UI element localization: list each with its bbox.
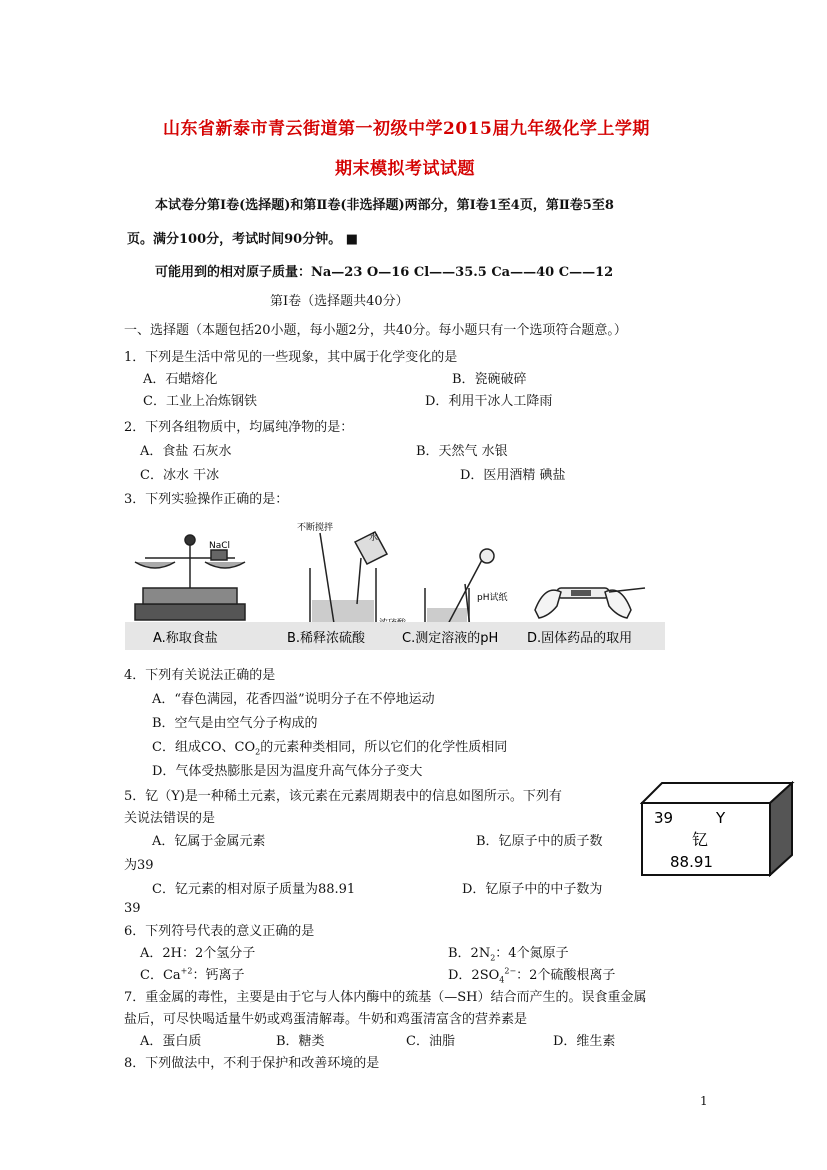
q6-stem: 6．下列符号代表的意义正确的是 bbox=[124, 924, 315, 939]
beaker-dilution-icon bbox=[310, 532, 387, 634]
fig-caption-c: C.测定溶液的pH bbox=[402, 631, 499, 646]
q5-option-d: D．钇原子中的中子数为 bbox=[462, 882, 603, 897]
q5-option-b-continued: 为39 bbox=[124, 858, 154, 873]
q1-stem: 1．下列是生活中常见的一些现象，其中属于化学变化的是 bbox=[124, 350, 458, 365]
atomic-masses: 可能用到的相对原子质量：Na—23 O—16 Cl——35.5 Ca——40 C——12 bbox=[155, 265, 614, 280]
card-name: 钇 bbox=[692, 830, 709, 849]
fig-c-ph-label: pH试纸 bbox=[477, 593, 508, 603]
q1-option-a: A．石蜡熔化 bbox=[143, 372, 218, 387]
q7-option-d: D．维生素 bbox=[553, 1034, 616, 1049]
ph-test-icon bbox=[425, 549, 494, 634]
q2-option-d: D．医用酒精 碘盐 bbox=[460, 468, 566, 483]
q4-option-d: D．气体受热膨胀是因为温度升高气体分子变大 bbox=[152, 764, 423, 779]
q2-stem: 2．下列各组物质中，均属纯净物的是： bbox=[124, 420, 354, 435]
card-mass: 88.91 bbox=[670, 853, 713, 871]
q2-option-c: C．冰水 干冰 bbox=[140, 468, 220, 483]
fig-a-nacl-label: NaCl bbox=[209, 541, 231, 551]
page-number: 1 bbox=[700, 1094, 708, 1108]
q6-option-b: B．$2N_2$：4个氮原子 bbox=[448, 946, 569, 963]
q5-option-b: B．钇原子中的质子数 bbox=[476, 834, 603, 849]
card-atomic-number: 39 bbox=[654, 809, 674, 827]
section-1-heading: 一、选择题（本题包括20小题，每小题2分，共40分。每小题只有一个选项符合题意。） bbox=[124, 323, 627, 338]
q6-option-d: D．$2SO_4^{2-}$：2个硫酸根离子 bbox=[448, 966, 616, 985]
q7-option-b: B．糖类 bbox=[276, 1034, 325, 1049]
q7-stem-line-2: 盐后，可尽快喝适量牛奶或鸡蛋清解毒。牛奶和鸡蛋清富含的营养素是 bbox=[124, 1012, 528, 1027]
q8-stem: 8．下列做法中，不利于保护和改善环境的是 bbox=[124, 1056, 380, 1071]
q6-option-c: C．$Ca^{+2}$：钙离子 bbox=[140, 966, 245, 983]
q1-option-b: B．瓷碗破碎 bbox=[452, 372, 527, 387]
fig-caption-d: D.固体药品的取用 bbox=[527, 631, 633, 646]
fig-caption-a: A.称取食盐 bbox=[153, 631, 218, 646]
q4-stem: 4．下列有关说法正确的是 bbox=[124, 668, 276, 683]
q7-stem-line-1: 7．重金属的毒性，主要是由于它与人体内酶中的巯基（—SH）结合而产生的。误食重金属 bbox=[124, 990, 647, 1005]
fig-b-stir-label: 不断搅拌 bbox=[297, 523, 334, 533]
fig-b-water-label: 水 bbox=[369, 533, 379, 543]
q4-option-b: B．空气是由空气分子构成的 bbox=[152, 716, 318, 731]
q7-option-a: A．蛋白质 bbox=[140, 1034, 202, 1049]
q3-experiment-figure bbox=[125, 518, 665, 650]
fig-caption-b: B.稀释浓硫酸 bbox=[287, 631, 366, 646]
yttrium-element-card bbox=[640, 781, 802, 877]
q5-stem-line-1: 5．钇（Y)是一种稀土元素，该元素在元素周期表中的信息如图所示。下列有 bbox=[124, 789, 562, 804]
q5-option-c: C．钇元素的相对原子质量为88.91 bbox=[152, 882, 356, 897]
q1-option-d: D．利用干冰人工降雨 bbox=[425, 394, 553, 409]
q3-stem: 3．下列实验操作正确的是： bbox=[124, 492, 289, 507]
part1-header: 第Ⅰ卷（选择题共40分） bbox=[270, 294, 409, 309]
q4-option-c: C．组成CO、$CO_2$的元素种类相同，所以它们的化学性质相同 bbox=[152, 740, 508, 757]
q5-stem-line-2: 关说法错误的是 bbox=[124, 811, 216, 826]
card-symbol: Y bbox=[716, 809, 726, 827]
q5-option-d-continued: 39 bbox=[124, 901, 141, 916]
q5-option-a: A．钇属于金属元素 bbox=[152, 834, 266, 849]
intro-line-1: 本试卷分第Ⅰ卷(选择题)和第Ⅱ卷(非选择题)两部分，第Ⅰ卷1至4页，第Ⅱ卷5至8 bbox=[155, 198, 614, 213]
q1-option-c: C．工业上冶炼钢铁 bbox=[143, 394, 257, 409]
title-line-2: 期末模拟考试试题 bbox=[335, 159, 475, 179]
test-tube-hands-icon bbox=[535, 588, 645, 618]
q2-option-b: B．天然气 水银 bbox=[416, 444, 508, 459]
q2-option-a: A．食盐 石灰水 bbox=[140, 444, 232, 459]
q4-option-a: A．“春色满园，花香四溢”说明分子在不停地运动 bbox=[152, 692, 435, 707]
title-line-1: 山东省新泰市青云街道第一初级中学2015届九年级化学上学期 bbox=[163, 119, 650, 139]
q6-option-a: A．2H：2个氢分子 bbox=[140, 946, 256, 961]
intro-line-2: 页。满分100分，考试时间90分钟。 ■ bbox=[127, 232, 359, 247]
q7-option-c: C．油脂 bbox=[406, 1034, 455, 1049]
